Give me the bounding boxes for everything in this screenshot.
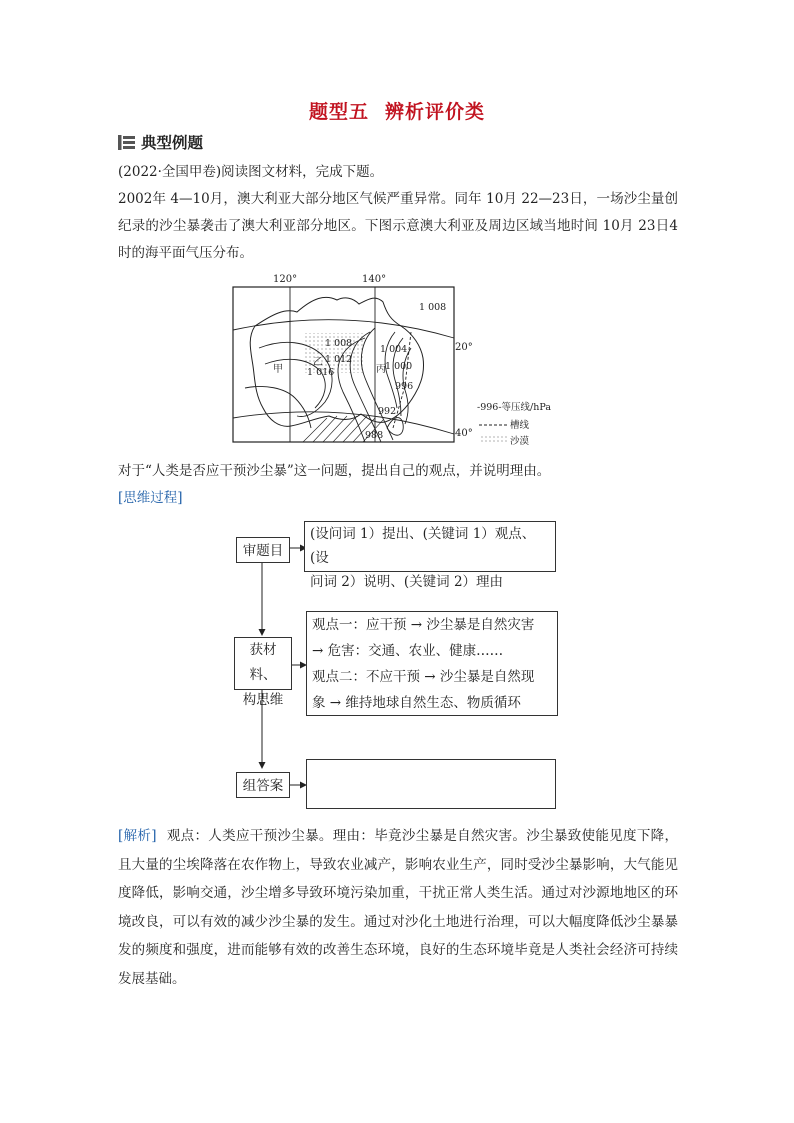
list-icon: [118, 135, 135, 150]
material-paragraph: 2002年 4—10月，澳大利亚大部分地区气候严重异常。同年 10月 22—23日，一场沙尘量创纪录的沙尘暴袭击了澳大利亚部分地区。下图示意澳大利亚及周边区域当地时间 10月 23日4时的海平面气压分布。: [118, 191, 678, 261]
section-header-label: 典型例题: [141, 133, 204, 152]
title-part-2: 辨析评价类: [385, 101, 486, 123]
flow-detail-line: 问词 2）说明、(关键词 2）理由: [310, 574, 504, 590]
isobar-label: 1 004: [380, 344, 408, 355]
section-header: [118, 131, 203, 153]
flow-detail-line: 观点一：应干预 → 沙尘暴是自然灾害: [312, 617, 535, 633]
longitude-label-140: 140°: [362, 274, 387, 285]
isobar-label: 992: [378, 406, 397, 417]
flow-detail-line: (设问词 1）提出、(关键词 1）观点、(设: [310, 526, 536, 566]
flow-step-material-line: 构思维: [242, 692, 284, 708]
title-part-1: 题型五: [308, 101, 369, 123]
flow-detail-line: → 危害：交通、农业、健康……: [312, 643, 504, 659]
latitude-label-20: 20°: [455, 342, 473, 353]
legend-desert: 沙漠: [510, 436, 530, 447]
flow-detail-line: 象 → 维持地球自然生态、物质循环: [312, 695, 521, 711]
legend-trough: 槽线: [510, 420, 530, 431]
analysis-paragraph: [118, 822, 678, 993]
isobar-label: 1 008: [419, 302, 447, 313]
isobar-label: 996: [395, 381, 414, 392]
flow-step-material-line: 获材料、: [249, 642, 277, 683]
flow-step-material-detail: [306, 611, 558, 716]
thinking-process-label: [思维过程]: [118, 490, 183, 506]
place-label-jia: 甲: [273, 364, 283, 375]
flow-step-answer: 组答案: [236, 772, 290, 798]
latitude-label-40: 40°: [455, 428, 473, 439]
isobar-label: 988: [365, 430, 384, 441]
analysis-text: 观点：人类应干预沙尘暴。理由：毕竟沙尘暴是自然灾害。沙尘暴致使能见度下降，且大量的尘埃降落在农作物上，导致农业减产，影响农业生产，同时受沙尘暴影响，大气能见度降低，影响交通，沙尘增多导致环境污染加重，干扰正常人类生活。通过对沙源地地区的环境改良，可以有效的减少沙尘暴的发生。通过对沙化土地进行治理，可以大幅度降低沙尘暴暴发的频度和强度，进而能够有效的改善生态环境，良好的生态环境毕竟是人类社会经济可持续发展基础。: [118, 828, 678, 987]
isobar-label: 1 008: [325, 338, 353, 349]
page-title: [0, 97, 794, 124]
longitude-label-120: 120°: [273, 274, 298, 285]
flow-detail-line: 观点二：不应干预 → 沙尘暴是自然现: [312, 669, 535, 685]
map-legend: [477, 401, 551, 447]
flow-step-answer-blank: [306, 759, 556, 809]
legend-isobar: -996-等压线/hPa: [477, 402, 552, 413]
isobar-label: 1 000: [385, 361, 413, 372]
flow-step-material: [234, 637, 292, 708]
isobar-label: 1 012: [325, 354, 353, 365]
question: 对于“人类是否应干预沙尘暴”这一问题，提出自己的观点，并说明理由。: [118, 463, 551, 479]
place-label-yi: 乙: [313, 357, 323, 368]
source-line: (2022·全国甲卷)阅读图文材料，完成下题。: [118, 164, 384, 180]
flow-step-review-detail: [304, 521, 556, 590]
flow-step-review: 审题目: [236, 537, 290, 563]
isobar-label: 1 016: [307, 367, 335, 378]
pressure-map: [225, 268, 575, 448]
place-label-bing: 丙: [376, 364, 386, 375]
analysis-tag: [解析]: [118, 828, 157, 844]
